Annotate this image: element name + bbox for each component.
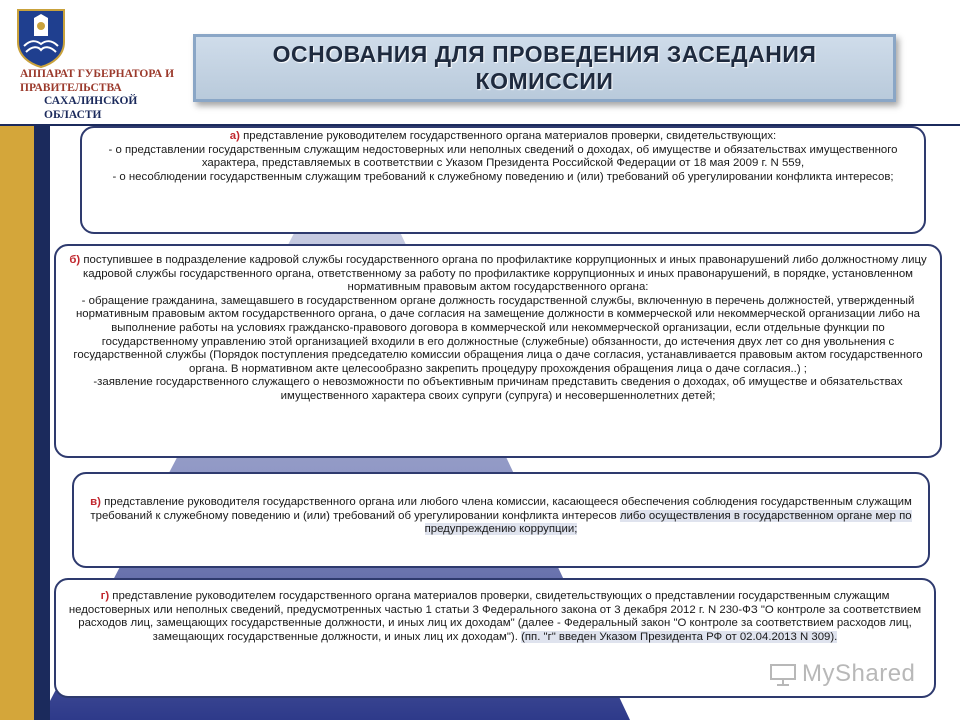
- ground-b-item-1: - обращение гражданина, замещавшего в государственном органе должность государственной службы, включенную в перечень должностей, утвержденный нормативным правовым актом государственного органа, о даче согласия на замещение должности в коммерческой или некоммерческой организации либо на выполнение работы на условиях гражданско-правового договора в коммерческой или некоммерческой организации, если отдельные функции по государственному управлению этой организацией входили в его должностные (служебные) обязанности, до истечения двух лет со дня увольнения с государственной службы (Порядок поступления председателю комиссии обращения лица о даче согласия, устанавливается правовым актом государственного органа. В нормативном акте целесообразно закрепить процедуру прохождения обращения лица о даче согласия..) ;: [73, 294, 923, 375]
- ground-a-lead: [88, 130, 918, 144]
- ground-d-text: [62, 590, 928, 644]
- ground-a-item-1: - о представлении государственным служащим недостоверных или неполных сведений о доходах, об имуществе и обязательствах имущественного характера, представляемых в соответствии с Указом Президента Российской Федерации от 18 мая 2009 г. N 559,: [108, 143, 898, 170]
- ground-d-highlight: (пп. "г" введен Указом Президента РФ от 02.04.2013 N 309).: [521, 630, 838, 643]
- ground-b-lead-text: поступившее в подразделение кадровой службы государственного органа по профилактике коррупционных и иных правонарушений либо должностному лицу кадровой службы государственного органа, ответственному за работу по профилактике коррупционных и иных правонарушений, в порядке, установленном нормативным правовым актом государственного органа:: [80, 254, 927, 294]
- organization-name: [20, 68, 190, 122]
- left-gold-strip: [0, 126, 34, 720]
- watermark-text: MyShared: [802, 660, 916, 687]
- ground-d-lead-text: представление руководителем государственного органа материалов проверки, свидетельствующих о представлении государственным служащим недостоверных или неполных сведений, предусмотренных частью 1 статьи 3 Федерального закона от 3 декабря 2012 г. N 230-ФЗ "О контроле за соответствием расходов лиц, замещающих государственные должности, и иных лиц их доходам" (далее - Федеральный закон "О контроле за соответствием расходов лиц, замещающих государственные должности, и иных лиц их доходам").: [68, 590, 922, 643]
- left-navy-strip: [34, 126, 50, 720]
- ground-b-item-2: -заявление государственного служащего о невозможности по объективным причинам представить сведения о доходах, об имуществе и обязательствах имущественного характера своих супруги (супруга) и несовершеннолетних детей;: [93, 376, 903, 402]
- org-line-3: САХАЛИНСКОЙ: [44, 95, 138, 107]
- slide-title-line-2: КОМИССИИ: [475, 68, 614, 94]
- ground-b-lead: [62, 254, 934, 295]
- ground-c-highlight: либо осуществления в государственном органе мер по предупреждению коррупции;: [424, 509, 912, 536]
- ground-a-marker: а): [229, 130, 240, 142]
- ground-d-marker: г): [100, 590, 110, 602]
- org-line-2: ПРАВИТЕЛЬСТВА: [20, 81, 122, 94]
- ground-b-marker: б): [69, 254, 81, 266]
- ground-a-item-2: - о несоблюдении государственным служащим требований к служебному поведению и (или) требований об урегулировании конфликта интересов;: [112, 170, 894, 183]
- org-line-4: ОБЛАСТИ: [44, 108, 102, 121]
- org-line-1: АППАРАТ ГУБЕРНАТОРА И: [20, 68, 175, 80]
- coat-of-arms-icon: [14, 6, 68, 68]
- ground-a-box: [80, 126, 926, 234]
- slide-title-box: [193, 34, 896, 102]
- ground-c-lead-text: представление руководителя государственного органа или любого члена комиссии, касающееся обеспечения соблюдения государственным служащим требований к служебному поведению и (или) требований об урегулировании конфликта интересов: [90, 496, 912, 522]
- slide-title-line-1: ОСНОВАНИЯ ДЛЯ ПРОВЕДЕНИЯ ЗАСЕДАНИЯ: [272, 41, 817, 67]
- slide-title: [273, 41, 817, 95]
- watermark: [770, 660, 915, 688]
- ground-a-lead-text: представление руководителем государственного органа материалов проверки, свидетельствующих:: [239, 130, 777, 142]
- ground-b-box: [54, 244, 942, 458]
- ground-c-marker: в): [90, 496, 101, 508]
- ground-c-text: [80, 496, 922, 537]
- ground-c-box: [72, 472, 930, 568]
